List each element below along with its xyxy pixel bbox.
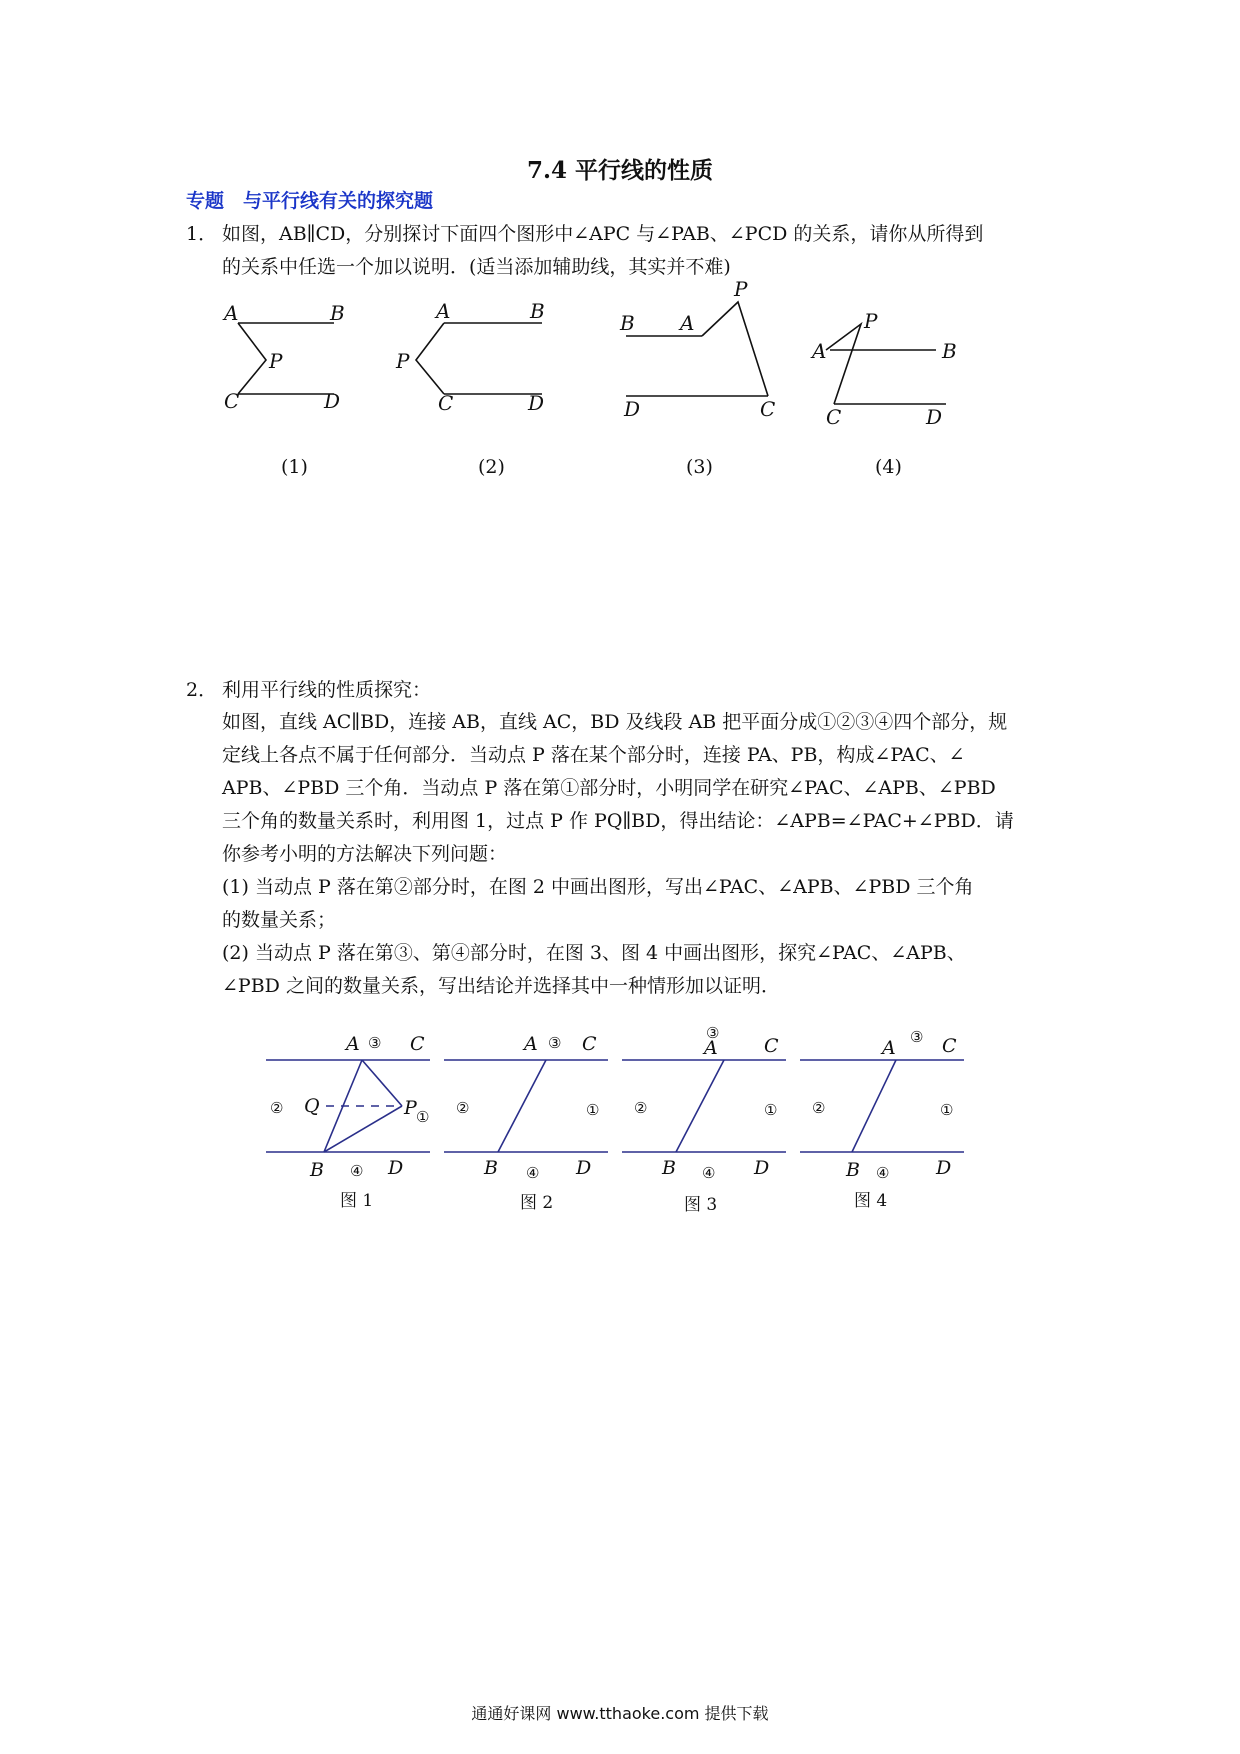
q1-figure-4-caption: (4) [875,456,902,478]
region-2: ② [456,1099,470,1117]
region-3: ③ [548,1034,562,1052]
q2-figure-1 [262,1020,434,1220]
label-p: P [269,349,283,373]
label-c: C [582,1033,597,1055]
q2-sub1-line-2: 的数量关系； [222,909,337,931]
q2-sub2-line-2: ∠PBD 之间的数量关系，写出结论并选择其中一种情形加以证明． [222,975,780,997]
q1-line-1: 如图，AB∥CD，分别探讨下面四个图形中∠APC 与∠PAB、∠PCD 的关系，请你从所得到 [222,223,984,245]
region-2: ② [270,1099,284,1117]
q1-figure-1-caption: (1) [281,456,308,478]
region-1: ① [416,1108,430,1126]
region-3: ③ [368,1034,382,1052]
label-c: C [760,397,776,421]
q2-line-3: APB、∠PBD 三个角．当动点 P 落在第①部分时，小明同学在研究∠PAC、∠APB、∠PBD [222,777,996,799]
q2-line-1: 如图，直线 AC∥BD，连接 AB，直线 AC，BD 及线段 AB 把平面分成①②③④四个部分，规 [222,711,1008,733]
q2-line-2: 定线上各点不属于任何部分．当动点 P 落在某个部分时，连接 PA、PB，构成∠PAC、∠ [222,744,965,766]
q1-number: 1． [186,223,218,245]
label-b: B [662,1157,676,1179]
q2-figure-2 [440,1020,612,1220]
polyline-apc [416,323,444,394]
q1-figure-2-caption: (2) [478,456,505,478]
label-d: D [324,389,341,413]
q2-figure-2-caption: 图 2 [520,1193,554,1213]
region-2: ② [812,1099,826,1117]
label-c: C [826,405,842,429]
label-a: A [704,1037,718,1059]
q2-line-4: 三个角的数量关系时，利用图 1，过点 P 作 PQ∥BD，得出结论：∠APB=∠PAC+∠PBD．请 [222,810,1014,832]
segment-ab [498,1060,546,1152]
page-footer: 通通好课网 www.tthaoke.com 提供下载 [471,1704,769,1723]
segment-ab [852,1060,896,1152]
label-c: C [410,1033,425,1055]
q2-figure-3-caption: 图 3 [684,1195,718,1215]
q1-figure-3-caption: (3) [686,456,713,478]
q2-figure-3 [618,1020,790,1220]
q2-figure-1-caption: 图 1 [340,1191,374,1211]
polyline-apc [238,323,266,394]
segment-ab [676,1060,724,1152]
q1-figure-3 [612,276,792,426]
label-a: A [346,1033,360,1055]
topic-heading: 专题 与平行线有关的探究题 [186,190,434,212]
region-3: ③ [910,1028,924,1046]
q1-figure-2 [392,296,552,426]
label-b: B [620,311,635,335]
label-a: A [436,299,451,323]
label-c: C [438,391,454,415]
q2-intro: 利用平行线的性质探究： [222,679,432,701]
region-4: ④ [702,1164,716,1182]
polyline-apc [826,324,861,404]
q2-sub1-line-1: (1) 当动点 P 落在第②部分时，在图 2 中画出图形，写出∠PAC、∠APB、∠PBD 三个角 [222,876,974,898]
label-d: D [388,1157,404,1179]
q2-figure-4 [796,1020,968,1220]
region-4: ④ [350,1162,364,1180]
region-4: ④ [526,1164,540,1182]
q2-figure-4-caption: 图 4 [854,1191,888,1211]
region-1: ① [764,1101,778,1119]
label-b: B [484,1157,498,1179]
label-a: A [882,1037,896,1059]
label-a: A [680,311,695,335]
page-title: 7.4 平行线的性质 [526,157,714,184]
segment-bp [324,1106,402,1152]
region-2: ② [634,1099,648,1117]
region-4: ④ [876,1164,890,1182]
label-q: Q [304,1095,320,1117]
label-d: D [624,397,641,421]
label-d: D [576,1157,592,1179]
region-3: ③ [706,1024,720,1042]
q2-number: 2． [186,679,218,701]
label-a: A [224,301,239,325]
label-p: P [864,309,878,333]
label-c: C [942,1035,957,1057]
label-p: P [396,349,410,373]
label-d: D [926,405,943,429]
label-d: D [936,1157,952,1179]
label-b: B [330,301,345,325]
label-c: C [224,389,240,413]
label-d: D [528,391,545,415]
label-b: B [310,1159,324,1181]
label-c: C [764,1035,779,1057]
q2-line-5: 你参考小明的方法解决下列问题： [222,843,508,865]
region-1: ① [940,1101,954,1119]
label-d: D [754,1157,770,1179]
label-p: P [734,277,748,301]
q1-line-2: 的关系中任选一个加以说明．(适当添加辅助线，其实并不难) [222,256,731,278]
label-b: B [530,299,545,323]
region-1: ① [586,1101,600,1119]
label-p: P [404,1097,417,1119]
label-a: A [524,1033,538,1055]
q1-figure-1 [214,296,354,426]
label-a: A [812,339,827,363]
polyline-apc [702,302,768,396]
label-b: B [942,339,957,363]
segment-ap [362,1060,402,1106]
q1-figure-4 [806,300,976,430]
label-b: B [846,1159,860,1181]
q2-sub2-line-1: (2) 当动点 P 落在第③、第④部分时，在图 3、图 4 中画出图形，探究∠PAC、∠APB、 [222,942,966,964]
